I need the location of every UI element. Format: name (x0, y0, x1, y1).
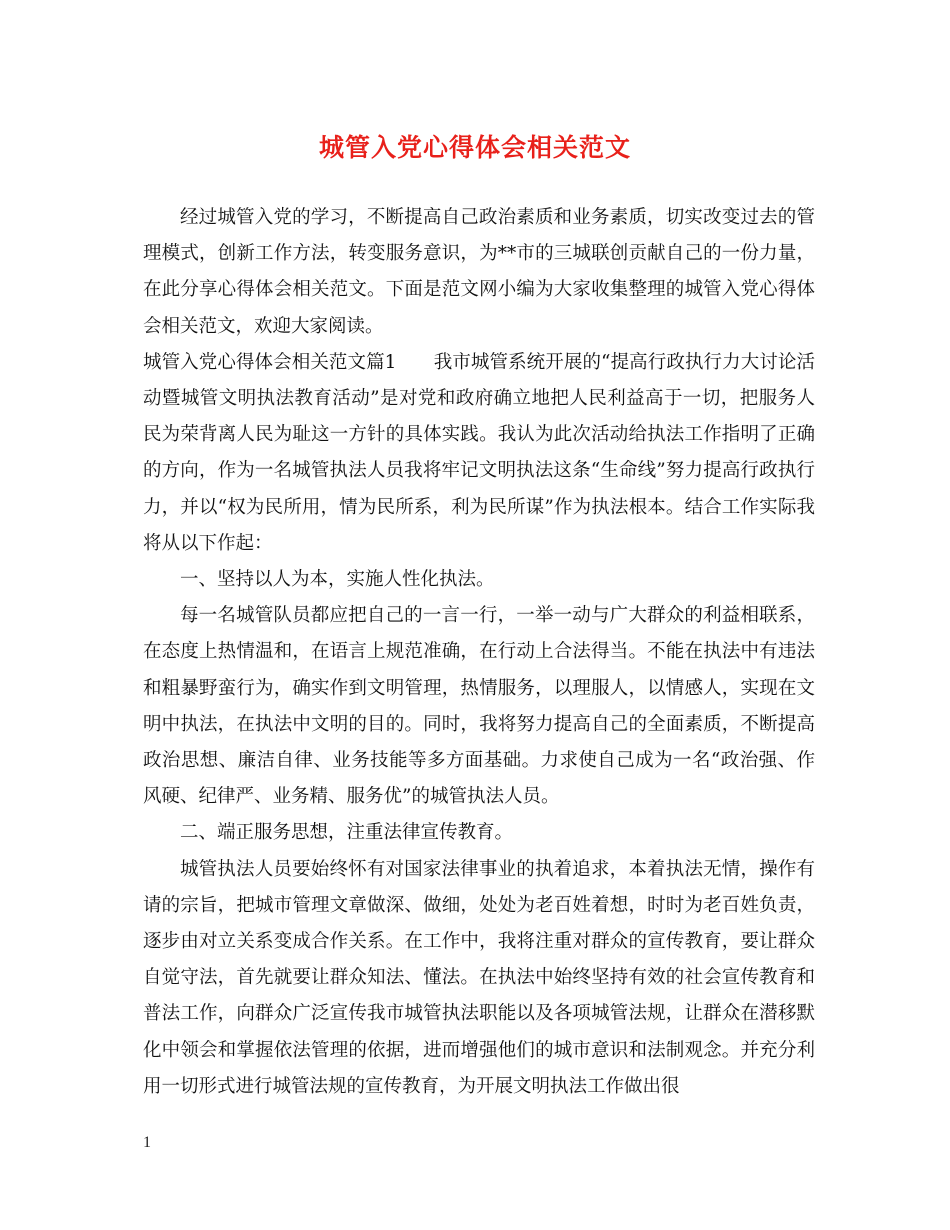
intro-paragraph: 经过城管入党的学习，不断提高自己政治素质和业务素质，切实改变过去的管理模式，创新工作方法，转变服务意识，为**市的三城联创贡献自己的一份力量，在此分享心得体会相关范文。下面是范文网小编为大家收集整理的城管入党心得体会相关范文，欢迎大家阅读。 (143, 207, 815, 337)
page-number: 1 (143, 1134, 151, 1151)
section-heading-1: 一、坚持以人为本，实施人性化执法。 (180, 569, 495, 591)
section-heading-2: 二、端正服务思想，注重法律宣传教育。 (180, 822, 514, 844)
article-1-opening-paragraph: 城管入党心得体会相关范文篇1 我市城管系统开展的“提高行政执行力大讨论活动暨城管文明执法教育活动”是对党和政府确立地把人民利益高于一切，把服务人民为荣背离人民为耻这一方针的具体实践。我认为此次活动给执法工作指明了正确的方向，作为一名城管执法人员我将牢记文明执法这条“生命线”努力提高行政执行力，并以“权为民所用，情为民所系，利为民所谋”作为执法根本。结合工作实际我将从以下作起： (143, 351, 815, 554)
section-1-paragraph: 每一名城管队员都应把自己的一言一行，一举一动与广大群众的利益相联系，在态度上热情温和，在语言上规范准确，在行动上合法得当。不能在执法中有违法和粗暴野蛮行为，确实作到文明管理，热情服务，以理服人，以情感人，实现在文明中执法，在执法中文明的目的。同时，我将努力提高自己的全面素质，不断提高政治思想、廉洁自律、业务技能等多方面基础。力求使自己成为一名“政治强、作风硬、纪律严、业务精、服务优”的城管执法人员。 (143, 605, 815, 808)
document-title: 城管入党心得体会相关范文 (318, 133, 631, 162)
section-2-paragraph: 城管执法人员要始终怀有对国家法律事业的执着追求，本着执法无情，操作有请的宗旨，把城市管理文章做深、做细，处处为老百姓着想，时时为老百姓负责，逐步由对立关系变成合作关系。在工作中，我将注重对群众的宣传教育，要让群众自觉守法，首先就要让群众知法、懂法。在执法中始终坚持有效的社会宣传教育和普法工作，向群众广泛宣传我市城管执法职能以及各项城管法规，让群众在潜移默化中领会和掌握依法管理的依据，进而增强他们的城市意识和法制观念。并充分利用一切形式进行城管法规的宣传教育，为开展文明执法工作做出很 (143, 858, 815, 1097)
document-body (143, 200, 815, 1105)
